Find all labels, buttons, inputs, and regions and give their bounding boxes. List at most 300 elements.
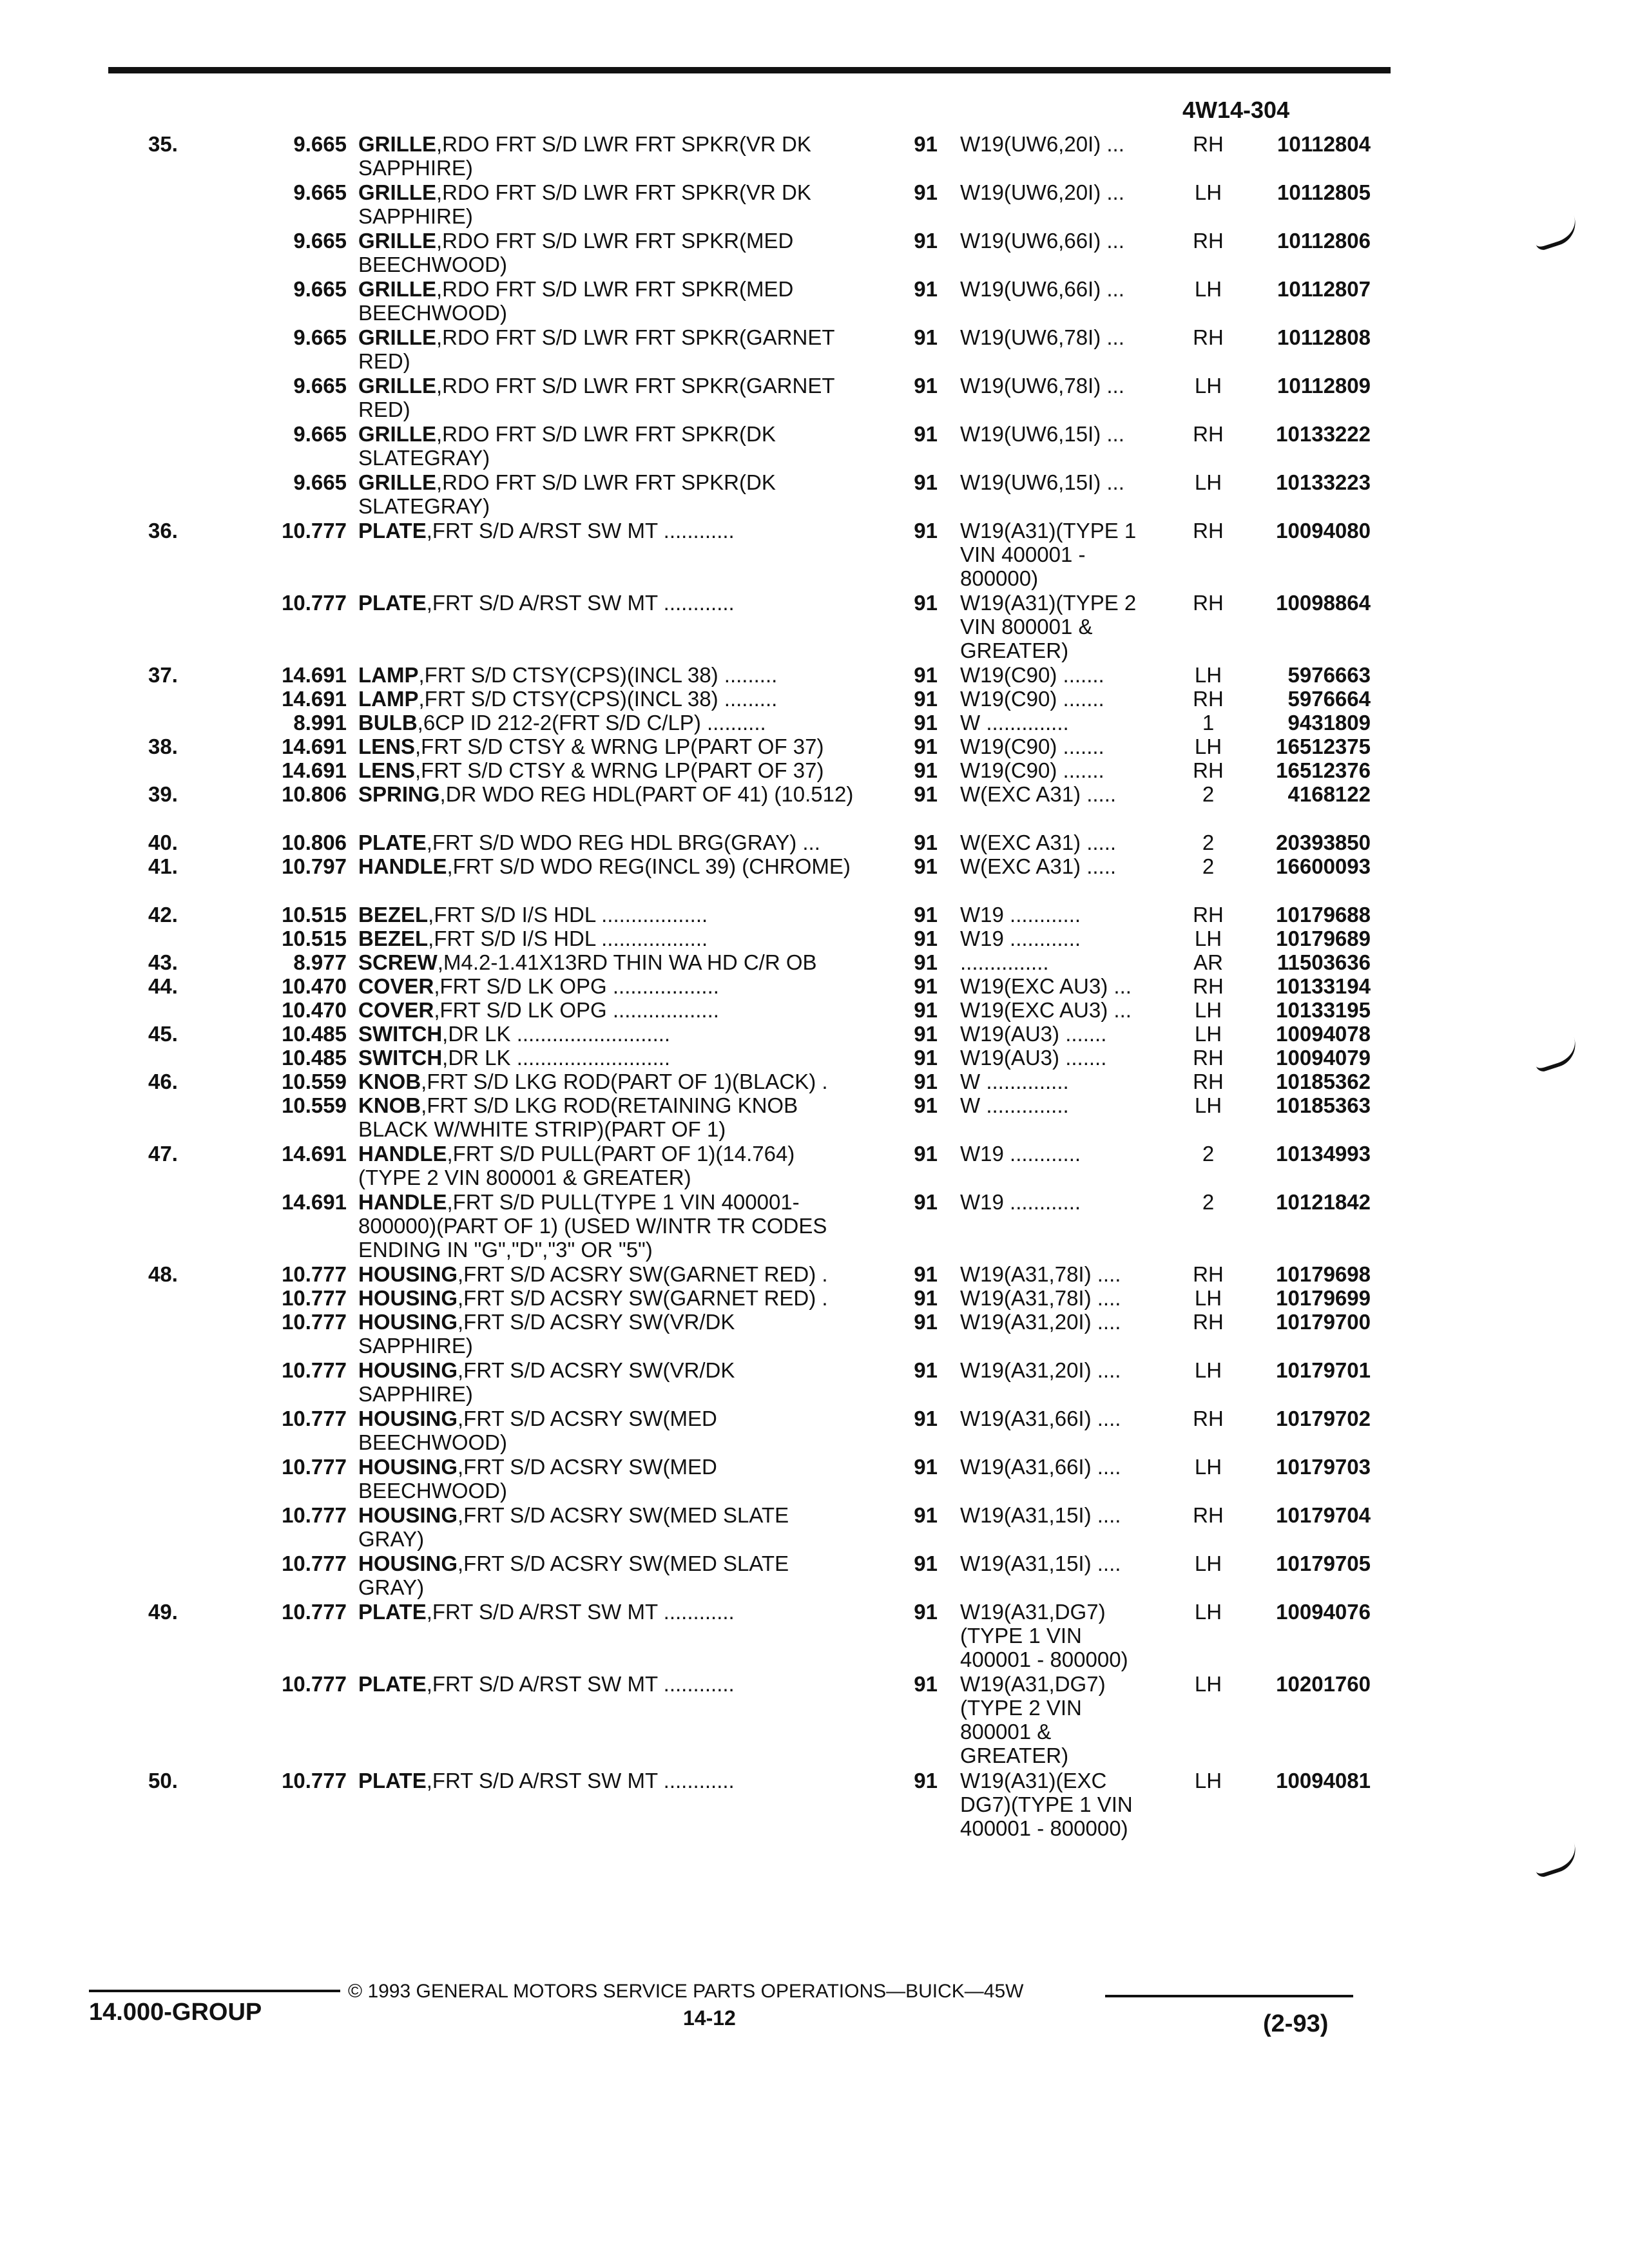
model-year: 91 (914, 1190, 938, 1214)
group-number: 10.559 (282, 1070, 347, 1093)
group-number: 10.515 (282, 903, 347, 927)
description (358, 903, 854, 927)
part-number: 10185363 (1276, 1093, 1371, 1117)
group-number: 14.691 (282, 735, 347, 758)
quantity: LH (1194, 1455, 1222, 1479)
quantity: RH (1193, 687, 1224, 711)
group-number: 10.777 (282, 1407, 347, 1430)
group-number: 9.665 (293, 374, 347, 398)
usage: W19(A31)(TYPE 2 VIN 800001 & GREATER) (960, 591, 1137, 662)
model-year: 91 (914, 950, 938, 974)
ref-number: 37. (148, 663, 178, 687)
description (358, 1552, 854, 1599)
footer-rule-left (89, 1990, 340, 1992)
part-description: ,FRT S/D ACSRY SW(GARNET RED) . (458, 1262, 828, 1286)
model-year: 91 (914, 1600, 938, 1624)
part-name: SPRING (358, 782, 440, 806)
model-year: 91 (914, 591, 938, 615)
part-name: SWITCH (358, 1046, 443, 1070)
description (358, 711, 854, 735)
part-name: PLATE (358, 831, 427, 854)
quantity: LH (1194, 1093, 1222, 1117)
part-number: 10179703 (1276, 1455, 1371, 1479)
quantity: LH (1194, 1672, 1222, 1696)
model-year: 91 (914, 1358, 938, 1382)
description (358, 132, 854, 180)
description (358, 422, 854, 470)
model-year: 91 (914, 1046, 938, 1070)
part-description: ,FRT S/D I/S HDL .................. (428, 927, 708, 950)
quantity: LH (1194, 180, 1222, 204)
group-number: 10.777 (282, 1672, 347, 1696)
model-year: 91 (914, 735, 938, 758)
part-name: HANDLE (358, 1190, 447, 1214)
table-row (0, 1310, 1629, 1358)
usage: W19(A31)(EXC DG7)(TYPE 1 VIN 400001 - 800000) (960, 1769, 1133, 1840)
description (358, 325, 854, 373)
table-row (0, 277, 1629, 325)
table-row (0, 1552, 1629, 1600)
part-number: 10112809 (1277, 374, 1371, 398)
part-name: BULB (358, 711, 418, 735)
model-year: 91 (914, 422, 938, 446)
quantity: LH (1194, 374, 1222, 398)
quantity: RH (1193, 229, 1224, 253)
quantity: LH (1194, 1358, 1222, 1382)
part-description: ,FRT S/D CTSY & WRNG LP(PART OF 37) (415, 735, 824, 758)
part-description: ,FRT S/D A/RST SW MT ............ (426, 1600, 735, 1624)
part-name: HANDLE (358, 1142, 447, 1166)
table-row (0, 591, 1629, 663)
group-number: 9.665 (293, 422, 347, 446)
part-number: 10179699 (1276, 1286, 1371, 1310)
description (358, 831, 854, 854)
part-description: ,FRT S/D PULL(TYPE 1 VIN 400001-800000)(PART OF 1) (USED W/INTR TR CODES ENDING IN "G","D","3" OR "5") (358, 1190, 827, 1262)
group-number: 10.806 (282, 782, 347, 806)
group-number: 10.777 (282, 1286, 347, 1310)
usage: W19(A31,15I) .... (960, 1503, 1121, 1527)
model-year: 91 (914, 132, 938, 156)
ref-number: 46. (148, 1070, 178, 1093)
part-name: HOUSING (358, 1262, 458, 1286)
part-name: COVER (358, 998, 434, 1022)
group-number: 10.777 (282, 591, 347, 615)
part-name: BEZEL (358, 927, 429, 950)
usage: W19(C90) ....... (960, 735, 1104, 758)
group-number: 14.691 (282, 687, 347, 711)
part-name: GRILLE (358, 277, 436, 301)
part-number: 10112808 (1277, 325, 1371, 349)
part-number: 10179688 (1276, 903, 1371, 927)
part-description: ,FRT S/D WDO REG HDL BRG(GRAY) ... (426, 831, 820, 854)
part-name: PLATE (358, 591, 427, 615)
part-description: ,FRT S/D WDO REG(INCL 39) (CHROME) (447, 854, 851, 878)
part-description: ,RDO FRT S/D LWR FRT SPKR(DK SLATEGRAY) (358, 470, 776, 518)
quantity: RH (1193, 758, 1224, 782)
part-description: ,FRT S/D A/RST SW MT ............ (426, 591, 735, 615)
description (358, 1455, 854, 1503)
part-number: 10179701 (1276, 1358, 1371, 1382)
part-number: 20393850 (1276, 831, 1371, 854)
table-row (0, 974, 1629, 998)
group-number: 10.777 (282, 1503, 347, 1527)
description (358, 470, 854, 518)
model-year: 91 (914, 1407, 938, 1430)
usage: W19(EXC AU3) ... (960, 974, 1132, 998)
table-row (0, 1358, 1629, 1407)
table-row (0, 132, 1629, 180)
quantity: 2 (1202, 1190, 1215, 1214)
table-row (0, 998, 1629, 1022)
part-description: ,DR LK .......................... (442, 1022, 671, 1046)
part-description: ,FRT S/D A/RST SW MT ............ (426, 1672, 735, 1696)
part-number: 4168122 (1287, 782, 1371, 806)
description (358, 687, 854, 711)
part-number: 10112804 (1277, 132, 1371, 156)
part-number: 10201760 (1276, 1672, 1371, 1696)
table-row (0, 735, 1629, 758)
model-year: 91 (914, 1022, 938, 1046)
part-description: ,M4.2-1.41X13RD THIN WA HD C/R OB (437, 950, 817, 974)
usage: W19(A31,78I) .... (960, 1286, 1121, 1310)
quantity: LH (1194, 277, 1222, 301)
part-description: ,FRT S/D ACSRY SW(MED SLATE GRAY) (358, 1503, 789, 1551)
footer-date: (2-93) (1263, 2010, 1329, 2037)
model-year: 91 (914, 325, 938, 349)
part-number: 10179689 (1276, 927, 1371, 950)
part-name: PLATE (358, 1769, 427, 1792)
description (358, 1093, 854, 1141)
usage: W19(UW6,15I) ... (960, 422, 1124, 446)
usage: W19 ............ (960, 1190, 1081, 1214)
part-description: ,FRT S/D CTSY(CPS)(INCL 38) ......... (418, 687, 778, 711)
usage: W19(A31,78I) .... (960, 1262, 1121, 1286)
part-name: GRILLE (358, 180, 436, 204)
description (358, 1503, 854, 1551)
part-description: ,RDO FRT S/D LWR FRT SPKR(MED BEECHWOOD) (358, 277, 794, 325)
usage: W19(A31,66I) .... (960, 1455, 1121, 1479)
part-description: ,FRT S/D CTSY & WRNG LP(PART OF 37) (415, 758, 824, 782)
model-year: 91 (914, 782, 938, 806)
table-row (0, 374, 1629, 422)
group-number: 10.806 (282, 831, 347, 854)
model-year: 91 (914, 711, 938, 735)
description (358, 950, 854, 974)
quantity: RH (1193, 132, 1224, 156)
group-number: 10.777 (282, 1455, 347, 1479)
model-year: 91 (914, 903, 938, 927)
part-description: ,FRT S/D A/RST SW MT ............ (426, 519, 735, 543)
ref-number: 43. (148, 950, 178, 974)
model-year: 91 (914, 1769, 938, 1792)
part-description: ,RDO FRT S/D LWR FRT SPKR(GARNET RED) (358, 325, 834, 373)
table-row (0, 711, 1629, 735)
model-year: 91 (914, 1142, 938, 1166)
table-row (0, 1503, 1629, 1552)
usage: W19(UW6,20I) ... (960, 180, 1124, 204)
usage: W19(UW6,78I) ... (960, 374, 1124, 398)
usage: W19(UW6,78I) ... (960, 325, 1124, 349)
model-year: 91 (914, 1070, 938, 1093)
description (358, 374, 854, 421)
group-number: 10.515 (282, 927, 347, 950)
part-number: 10094076 (1276, 1600, 1371, 1624)
group-number: 8.977 (293, 950, 347, 974)
part-number: 10094080 (1276, 519, 1371, 543)
group-number: 10.777 (282, 1310, 347, 1334)
model-year: 91 (914, 998, 938, 1022)
group-number: 9.665 (293, 132, 347, 156)
quantity: LH (1194, 998, 1222, 1022)
part-name: LENS (358, 758, 416, 782)
parts-list (0, 132, 1629, 1841)
part-description: ,FRT S/D LK OPG .................. (434, 974, 719, 998)
table-row (0, 1672, 1629, 1769)
footer-page-number: 14-12 (683, 2006, 736, 2030)
ref-number: 50. (148, 1769, 178, 1792)
usage: W .............. (960, 1070, 1069, 1093)
quantity: AR (1193, 950, 1223, 974)
usage: W19(A31,DG7) (TYPE 1 VIN 400001 - 800000) (960, 1600, 1128, 1671)
model-year: 91 (914, 180, 938, 204)
group-number: 10.777 (282, 519, 347, 543)
part-number: 10112805 (1277, 180, 1371, 204)
quantity: 2 (1202, 1142, 1215, 1166)
part-name: SCREW (358, 950, 438, 974)
description (358, 927, 854, 950)
model-year: 91 (914, 229, 938, 253)
part-number: 9431809 (1287, 711, 1371, 735)
table-row (0, 519, 1629, 591)
group-number: 10.777 (282, 1600, 347, 1624)
part-number: 16600093 (1276, 854, 1371, 878)
table-row (0, 422, 1629, 470)
part-name: BEZEL (358, 903, 429, 927)
model-year: 91 (914, 1455, 938, 1479)
part-number: 10133195 (1276, 998, 1371, 1022)
part-name: PLATE (358, 1600, 427, 1624)
margin-tick-mark (1531, 1843, 1581, 1879)
part-name: HOUSING (358, 1455, 458, 1479)
description (358, 1286, 854, 1310)
quantity: 1 (1202, 711, 1215, 735)
part-name: LENS (358, 735, 416, 758)
usage: W19(C90) ....... (960, 663, 1104, 687)
description (358, 229, 854, 276)
quantity: LH (1194, 470, 1222, 494)
description (358, 1070, 854, 1093)
part-description: ,FRT S/D ACSRY SW(GARNET RED) . (458, 1286, 828, 1310)
ref-number: 41. (148, 854, 178, 878)
group-number: 10.470 (282, 998, 347, 1022)
model-year: 91 (914, 277, 938, 301)
part-number: 10179704 (1276, 1503, 1371, 1527)
group-number: 8.991 (293, 711, 347, 735)
quantity: RH (1193, 1262, 1224, 1286)
part-description: ,DR LK .......................... (442, 1046, 671, 1070)
part-name: HOUSING (358, 1407, 458, 1430)
group-number: 14.691 (282, 758, 347, 782)
part-description: ,FRT S/D ACSRY SW(VR/DK SAPPHIRE) (358, 1310, 735, 1358)
usage: W19(C90) ....... (960, 758, 1104, 782)
ref-number: 39. (148, 782, 178, 806)
usage: W .............. (960, 711, 1069, 735)
usage: W19(C90) ....... (960, 687, 1104, 711)
model-year: 91 (914, 1286, 938, 1310)
usage: ............... (960, 950, 1049, 974)
quantity: RH (1193, 422, 1224, 446)
table-row (0, 927, 1629, 950)
part-description: ,FRT S/D LKG ROD(PART OF 1)(BLACK) . (421, 1070, 828, 1093)
table-row (0, 1046, 1629, 1070)
model-year: 91 (914, 687, 938, 711)
description (358, 974, 854, 998)
description (358, 998, 854, 1022)
quantity: RH (1193, 903, 1224, 927)
footer-group: 14.000-GROUP (89, 1999, 262, 2026)
part-name: LAMP (358, 663, 419, 687)
usage: W19(UW6,66I) ... (960, 277, 1124, 301)
part-description: ,FRT S/D LK OPG .................. (434, 998, 719, 1022)
table-row (0, 1022, 1629, 1046)
table-row (0, 903, 1629, 927)
usage: W19(UW6,20I) ... (960, 132, 1124, 156)
description (358, 591, 854, 615)
part-name: GRILLE (358, 422, 436, 446)
description (358, 180, 854, 228)
ref-number: 49. (148, 1600, 178, 1624)
part-name: SWITCH (358, 1022, 443, 1046)
part-name: GRILLE (358, 229, 436, 253)
ref-number: 42. (148, 903, 178, 927)
group-number: 10.797 (282, 854, 347, 878)
part-name: PLATE (358, 519, 427, 543)
quantity: LH (1194, 1552, 1222, 1575)
part-description: ,6CP ID 212-2(FRT S/D C/LP) .......... (417, 711, 766, 735)
part-number: 10179702 (1276, 1407, 1371, 1430)
table-row (0, 470, 1629, 519)
table-row (0, 1286, 1629, 1310)
quantity: RH (1193, 1310, 1224, 1334)
group-number: 9.665 (293, 229, 347, 253)
description (358, 1672, 854, 1696)
table-row (0, 1070, 1629, 1093)
ref-number: 48. (148, 1262, 178, 1286)
table-row (0, 831, 1629, 854)
usage: W19 ............ (960, 1142, 1081, 1166)
description (358, 1022, 854, 1046)
group-number: 14.691 (282, 1190, 347, 1214)
quantity: 2 (1202, 831, 1215, 854)
group-number: 9.665 (293, 325, 347, 349)
description (358, 519, 854, 543)
description (358, 782, 854, 806)
model-year: 91 (914, 927, 938, 950)
ref-number: 38. (148, 735, 178, 758)
part-name: COVER (358, 974, 434, 998)
table-row (0, 1190, 1629, 1262)
group-number: 10.777 (282, 1262, 347, 1286)
part-description: ,FRT S/D LKG ROD(RETAINING KNOB BLACK W/WHITE STRIP)(PART OF 1) (358, 1093, 798, 1141)
usage: W19 ............ (960, 903, 1081, 927)
part-name: HOUSING (358, 1503, 458, 1527)
usage: W19(A31,20I) .... (960, 1310, 1121, 1334)
part-name: HANDLE (358, 854, 447, 878)
part-number: 10121842 (1276, 1190, 1371, 1214)
model-year: 91 (914, 1093, 938, 1117)
table-row (0, 1455, 1629, 1503)
group-number: 10.777 (282, 1358, 347, 1382)
quantity: RH (1193, 1046, 1224, 1070)
description (358, 1262, 854, 1286)
quantity: RH (1193, 519, 1224, 543)
group-number: 10.777 (282, 1552, 347, 1575)
description (358, 1190, 854, 1262)
ref-number: 44. (148, 974, 178, 998)
footer-rule-right (1105, 1995, 1353, 1997)
model-year: 91 (914, 1672, 938, 1696)
ref-number: 40. (148, 831, 178, 854)
part-number: 16512376 (1276, 758, 1371, 782)
model-year: 91 (914, 470, 938, 494)
part-description: ,FRT S/D ACSRY SW(MED BEECHWOOD) (358, 1455, 717, 1503)
part-description: ,RDO FRT S/D LWR FRT SPKR(VR DK SAPPHIRE) (358, 180, 811, 228)
quantity: LH (1194, 1022, 1222, 1046)
part-description: ,FRT S/D A/RST SW MT ............ (426, 1769, 735, 1792)
usage: W19(UW6,66I) ... (960, 229, 1124, 253)
group-number: 10.485 (282, 1046, 347, 1070)
description (358, 735, 854, 758)
part-name: HOUSING (358, 1310, 458, 1334)
part-name: HOUSING (358, 1552, 458, 1575)
group-number: 9.665 (293, 180, 347, 204)
group-number: 14.691 (282, 1142, 347, 1166)
quantity: RH (1193, 325, 1224, 349)
ref-number: 47. (148, 1142, 178, 1166)
part-number: 10133194 (1276, 974, 1371, 998)
part-description: ,FRT S/D I/S HDL .................. (428, 903, 708, 927)
part-number: 16512375 (1276, 735, 1371, 758)
table-row (0, 1407, 1629, 1455)
top-rule (108, 67, 1391, 73)
usage: W19 ............ (960, 927, 1081, 950)
usage: W19(AU3) ....... (960, 1022, 1107, 1046)
part-number: 10179700 (1276, 1310, 1371, 1334)
part-description: ,RDO FRT S/D LWR FRT SPKR(DK SLATEGRAY) (358, 422, 776, 470)
part-number: 10094078 (1276, 1022, 1371, 1046)
part-number: 5976664 (1287, 687, 1371, 711)
quantity: RH (1193, 1070, 1224, 1093)
group-number: 10.470 (282, 974, 347, 998)
table-row (0, 663, 1629, 687)
part-name: HOUSING (358, 1358, 458, 1382)
part-description: ,FRT S/D ACSRY SW(MED SLATE GRAY) (358, 1552, 789, 1599)
quantity: RH (1193, 1407, 1224, 1430)
model-year: 91 (914, 1503, 938, 1527)
group-number: 9.665 (293, 470, 347, 494)
part-number: 10098864 (1276, 591, 1371, 615)
page-id: 4W14-304 (1182, 97, 1290, 123)
description (358, 1358, 854, 1406)
group-number: 9.665 (293, 277, 347, 301)
quantity: RH (1193, 1503, 1224, 1527)
model-year: 91 (914, 831, 938, 854)
part-description: ,FRT S/D ACSRY SW(VR/DK SAPPHIRE) (358, 1358, 735, 1406)
part-number: 10179698 (1276, 1262, 1371, 1286)
quantity: LH (1194, 1286, 1222, 1310)
part-number: 10094081 (1276, 1769, 1371, 1792)
table-row (0, 1262, 1629, 1286)
